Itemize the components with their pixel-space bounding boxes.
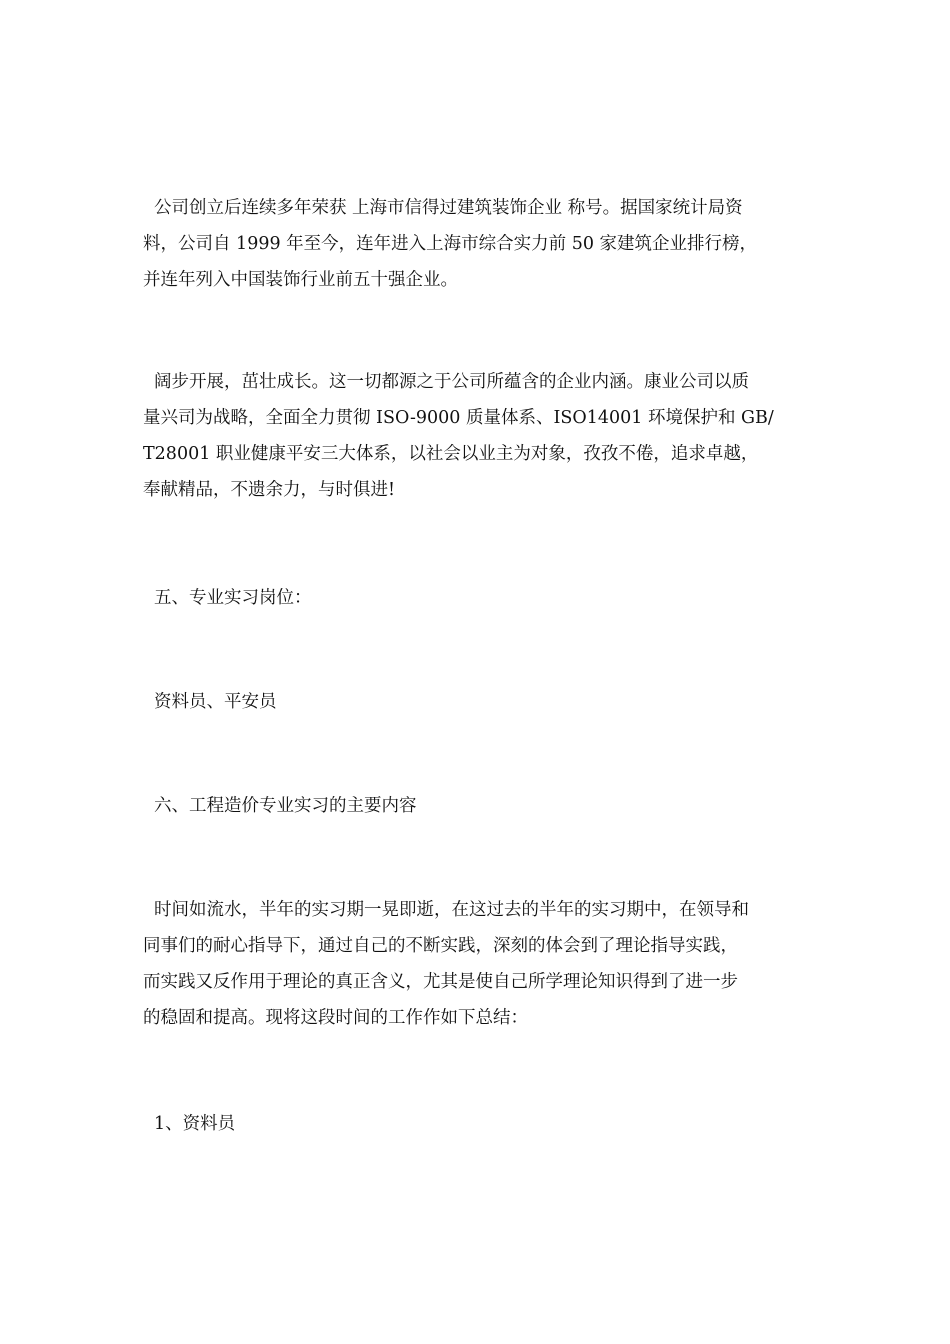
text-line: 奉献精品，不遗余力，与时俱进!	[143, 480, 396, 500]
section-heading-internship-position	[143, 580, 811, 616]
text-line: 资料员、平安员	[154, 692, 277, 712]
text-line: 并连年列入中国装饰行业前五十强企业。	[143, 270, 458, 290]
text-line: 而实践又反作用于理论的真正含义，尤其是使自己所学理论知识得到了进一步	[143, 972, 738, 992]
text-line: 时间如流水，半年的实习期一晃即逝，在这过去的半年的实习期中，在领导和	[154, 900, 749, 920]
text-line: 六、工程造价专业实习的主要内容	[154, 796, 417, 816]
text-line: 量兴司为战略，全面全力贯彻 ISO-9000 质量体系、ISO14001 环境保护和 GB/	[143, 408, 774, 428]
text-line: 1、资料员	[154, 1114, 236, 1134]
text-line: 的稳固和提高。现将这段时间的工作作如下总结：	[143, 1008, 528, 1028]
paragraph-company-honors	[143, 190, 811, 298]
text-line: 阔步开展，茁壮成长。这一切都源之于公司所蕴含的企业内涵。康业公司以质	[154, 372, 749, 392]
text-line: T28001 职业健康平安三大体系，以社会以业主为对象，孜孜不倦，追求卓越，	[143, 444, 759, 464]
section-heading-internship-content	[143, 788, 811, 824]
paragraph-internship-summary	[143, 892, 811, 1036]
text-line: 五、专业实习岗位：	[154, 588, 312, 608]
paragraph-company-quality	[143, 364, 811, 508]
text-line: 同事们的耐心指导下，通过自己的不断实践，深刻的体会到了理论指导实践，	[143, 936, 738, 956]
text-line: 料，公司自 1999 年至今，连年进入上海市综合实力前 50 家建筑企业排行榜，	[143, 234, 758, 254]
paragraph-positions	[143, 684, 811, 720]
text-line: 公司创立后连续多年荣获 上海市信得过建筑装饰企业 称号。据国家统计局资	[154, 198, 743, 218]
subsection-heading-document-clerk	[143, 1106, 811, 1142]
